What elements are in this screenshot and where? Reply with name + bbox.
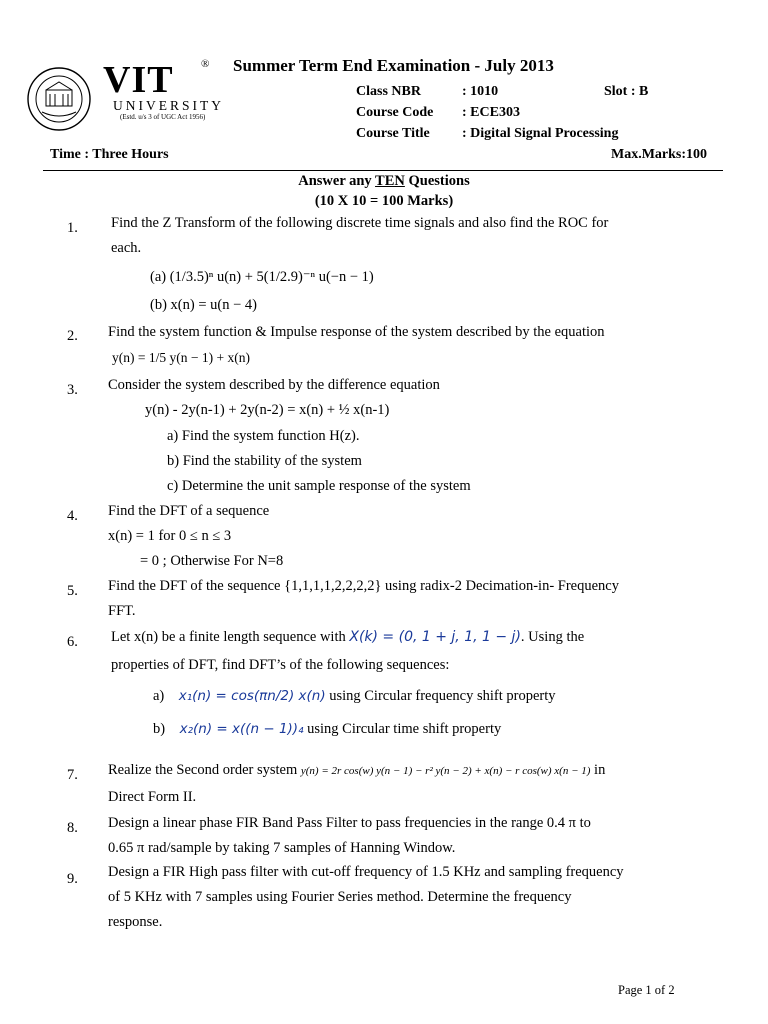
question-1-text: Find the Z Transform of the following discrete time signals and also find the ROC for each. bbox=[111, 215, 609, 256]
question-4-sequence: x(n) = 1 for 0 ≤ n ≤ 3 bbox=[108, 528, 232, 544]
question-2-equation: y(n) = 1/5 y(n − 1) + x(n) bbox=[112, 350, 250, 365]
question-6-subtext: properties of DFT, find DFT’s of the following sequences: bbox=[111, 657, 450, 673]
logo-university: UNIVERSITY bbox=[113, 98, 224, 113]
course-title-label: Course Title bbox=[356, 126, 430, 141]
instruction-line: Answer any TEN Questions bbox=[298, 173, 470, 189]
question-7-equation: y(n) = 2r cos(w) y(n − 1) − r² y(n − 2) + x(n) − r cos(w) x(n − 1) bbox=[300, 765, 591, 777]
question-3-text: Consider the system described by the difference equation bbox=[108, 377, 440, 393]
question-3-part-b: b) Find the stability of the system bbox=[167, 453, 362, 469]
logo-vit: VIT bbox=[103, 59, 174, 101]
page-number: Page 1 of 2 bbox=[618, 983, 675, 997]
question-1-part-b: (b) x(n) = u(n − 4) bbox=[150, 297, 257, 313]
question-6-part-a: a) x₁(n) = cos(πn/2) x(n) using Circular frequency shift property bbox=[153, 688, 556, 704]
question-8-number: 8. bbox=[67, 820, 78, 836]
question-3-number: 3. bbox=[67, 382, 78, 398]
question-2-text: Find the system function & Impulse response of the system described by the equation bbox=[108, 324, 605, 340]
question-7-subtext: Direct Form II. bbox=[108, 789, 197, 805]
question-8-text: Design a linear phase FIR Band Pass Filter to pass frequencies in the range 0.4 π to 0.65 π rad/sample by taking 7 samples of Hanning Window. bbox=[108, 815, 591, 856]
course-code-value: : ECE303 bbox=[462, 105, 520, 120]
university-seal-icon bbox=[26, 66, 92, 132]
question-5-text: Find the DFT of the sequence {1,1,1,1,2,2,2,2} using radix-2 Decimation-in- Frequency FFT. bbox=[108, 578, 619, 619]
question-9-text: Design a FIR High pass filter with cut-off frequency of 1.5 KHz and sampling frequency of 5 KHz with 7 samples using Fourier Series method. Determine the frequency response. bbox=[108, 864, 624, 930]
question-4-otherwise: = 0 ; Otherwise For N=8 bbox=[140, 553, 284, 569]
logo-registered-mark: ® bbox=[201, 58, 210, 70]
course-code-label: Course Code bbox=[356, 105, 434, 120]
question-1-part-a: (a) (1/3.5)ⁿ u(n) + 5(1/2.9)⁻ⁿ u(−n − 1) bbox=[150, 269, 374, 285]
question-4-text: Find the DFT of a sequence bbox=[108, 503, 270, 519]
question-9-number: 9. bbox=[67, 871, 78, 887]
slot: Slot : B bbox=[604, 84, 649, 99]
question-7-number: 7. bbox=[67, 767, 78, 783]
logo-estd: (Estd. u/s 3 of UGC Act 1956) bbox=[120, 113, 206, 121]
question-7-text: Realize the Second order system y(n) = 2r cos(w) y(n − 1) − r² y(n − 2) + x(n) − r cos(w) x(n − 1) in bbox=[108, 762, 606, 778]
class-nbr-label: Class NBR bbox=[356, 84, 421, 99]
marks-distribution: (10 X 10 = 100 Marks) bbox=[314, 193, 454, 209]
question-6-text: Let x(n) be a finite length sequence with X(k) = (0, 1 + j, 1, 1 − j). Using the bbox=[111, 629, 585, 645]
question-3-part-a: a) Find the system function H(z). bbox=[167, 428, 360, 444]
course-title-value: : Digital Signal Processing bbox=[462, 126, 619, 141]
question-1-number: 1. bbox=[67, 220, 78, 236]
time-allowed: Time : Three Hours bbox=[50, 147, 169, 162]
question-5-number: 5. bbox=[67, 583, 78, 599]
question-2-number: 2. bbox=[67, 328, 78, 344]
question-6-xk: X(k) = (0, 1 + j, 1, 1 − j) bbox=[349, 629, 521, 645]
header-divider bbox=[43, 170, 723, 171]
question-4-number: 4. bbox=[67, 508, 78, 524]
question-3-equation: y(n) - 2y(n-1) + 2y(n-2) = x(n) + ½ x(n-1) bbox=[145, 402, 390, 418]
max-marks: Max.Marks:100 bbox=[611, 147, 708, 162]
question-3-part-c: c) Determine the unit sample response of the system bbox=[167, 478, 471, 494]
question-6-part-b: b) x₂(n) = x((n − 1))₄ using Circular time shift property bbox=[153, 721, 502, 737]
exam-title: Summer Term End Examination - July 2013 bbox=[233, 56, 554, 75]
question-6-number: 6. bbox=[67, 634, 78, 650]
class-nbr-value: : 1010 bbox=[462, 84, 499, 99]
